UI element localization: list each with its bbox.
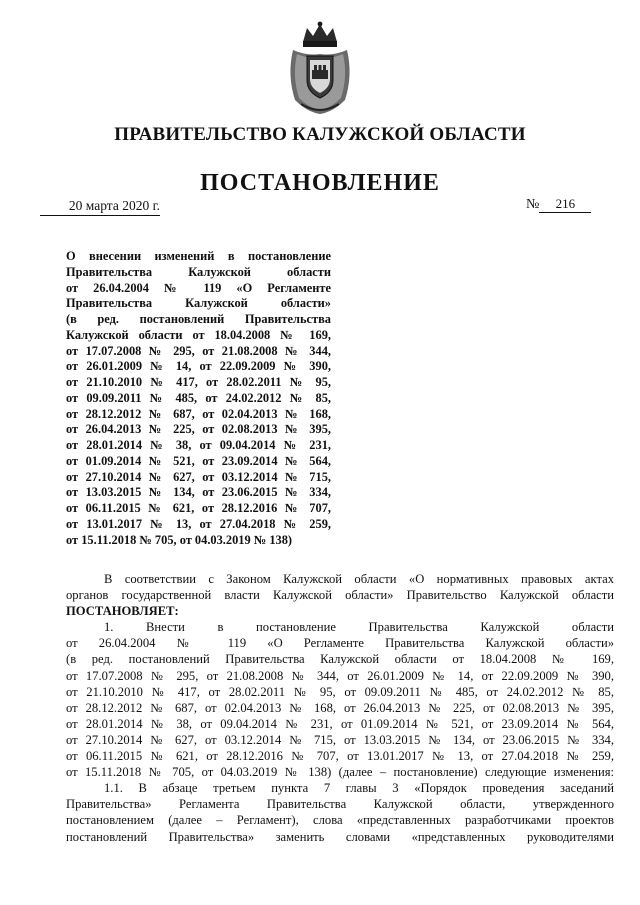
subject-line: от 13.03.2015 № 134, от 23.06.2015 № 334, (66, 485, 331, 500)
subject-line: от 26.04.2013 № 225, от 02.08.2013 № 395, (66, 422, 331, 437)
document-type-title: ПОСТАНОВЛЕНИЕ (200, 170, 440, 196)
government-title: ПРАВИТЕЛЬСТВО КАЛУЖСКОЙ ОБЛАСТИ (114, 124, 526, 145)
subject-line: от 13.01.2017 № 13, от 27.04.2018 № 259, (66, 516, 331, 531)
subject-line: от 28.12.2012 № 687, от 02.04.2013 № 168, (66, 406, 331, 421)
subject-line: от 26.04.2004 № 119 «О Регламенте (66, 280, 331, 295)
subject-line: Правительства Калужской области» (66, 296, 331, 311)
subject-line: от 06.11.2015 № 621, от 28.12.2016 № 707, (66, 501, 331, 515)
item1-line: от 26.04.2004 № 119 «О Регламенте Правительства Калужской области» (66, 636, 614, 651)
subject-line: от 27.10.2014 № 627, от 03.12.2014 № 715, (66, 469, 331, 484)
subject-line: от 21.10.2010 № 417, от 28.02.2011 № 95, (66, 375, 331, 389)
subject-line: от 28.01.2014 № 38, от 09.04.2014 № 231, (66, 438, 331, 452)
number-label: № (526, 197, 540, 212)
kaluga-coat-of-arms-emblem (283, 20, 357, 116)
item1-line: 1. Внести в постановление Правительства Калужской области (104, 620, 614, 635)
preamble-line: органов государственной власти Калужской области» Правительство Калужской области (66, 588, 614, 603)
subject-line: О внесении изменений в постановление (66, 249, 331, 263)
document-body (66, 571, 614, 845)
resolves-heading: ПОСТАНОВЛЯЕТ: (66, 604, 179, 619)
item11-line: постановлением (далее – Регламент), слова «представленных разработчиками проектов (66, 813, 614, 828)
item1-line: от 21.10.2010 № 417, от 28.02.2011 № 95, от 09.09.2011 № 485, от 24.02.2012 № 85, (66, 684, 614, 699)
item11-line: Правительства» Регламента Правительства Калужской области, утвержденного (66, 797, 614, 812)
item1-line: от 28.01.2014 № 38, от 09.04.2014 № 231, от 01.09.2014 № 521, от 23.09.2014 № 564, (66, 716, 614, 731)
item1-line: (в ред. постановлений Правительства Калужской области от 18.04.2008 № 169, (66, 652, 614, 667)
subject-line: Правительства Калужской области (66, 264, 331, 279)
subject-line: от 26.01.2009 № 14, от 22.09.2009 № 390, (66, 359, 331, 374)
item1-line: от 28.12.2012 № 687, от 02.04.2013 № 168, от 26.04.2013 № 225, от 02.08.2013 № 395, (66, 700, 614, 715)
item11-line: 1.1. В абзаце третьем пункта 7 главы 3 «Порядок проведения заседаний (104, 781, 614, 796)
item11-line: постановлений Правительства» заменить словами «представленных руководителями (66, 829, 614, 844)
subject-line: от 01.09.2014 № 521, от 23.09.2014 № 564, (66, 453, 331, 468)
document-number (526, 196, 591, 213)
number-value: 216 (539, 196, 591, 213)
item1-line: от 27.10.2014 № 627, от 03.12.2014 № 715, от 13.03.2015 № 134, от 23.06.2015 № 334, (66, 732, 614, 747)
subject-line: Калужской области от 18.04.2008 № 169, (66, 327, 331, 342)
item1-line: от 15.11.2018 № 705, от 04.03.2019 № 138) (далее – постановление) следующие изменения: (66, 765, 614, 780)
item1-line: от 06.11.2015 № 621, от 28.12.2016 № 707, от 13.01.2017 № 13, от 27.04.2018 № 259, (66, 749, 614, 764)
subject-line: от 15.11.2018 № 705, от 04.03.2019 № 138) (66, 532, 293, 547)
subject-line: от 17.07.2008 № 295, от 21.08.2008 № 344, (66, 343, 331, 358)
subject-line: (в ред. постановлений Правительства (66, 312, 331, 326)
document-date: 20 марта 2020 г. (40, 198, 160, 216)
document-subject (66, 249, 331, 548)
preamble-line: В соответствии с Законом Калужской области «О нормативных правовых актах (104, 572, 614, 586)
subject-line: от 09.09.2011 № 485, от 24.02.2012 № 85, (66, 390, 331, 405)
item1-line: от 17.07.2008 № 295, от 21.08.2008 № 344, от 26.01.2009 № 14, от 22.09.2009 № 390, (66, 668, 614, 683)
